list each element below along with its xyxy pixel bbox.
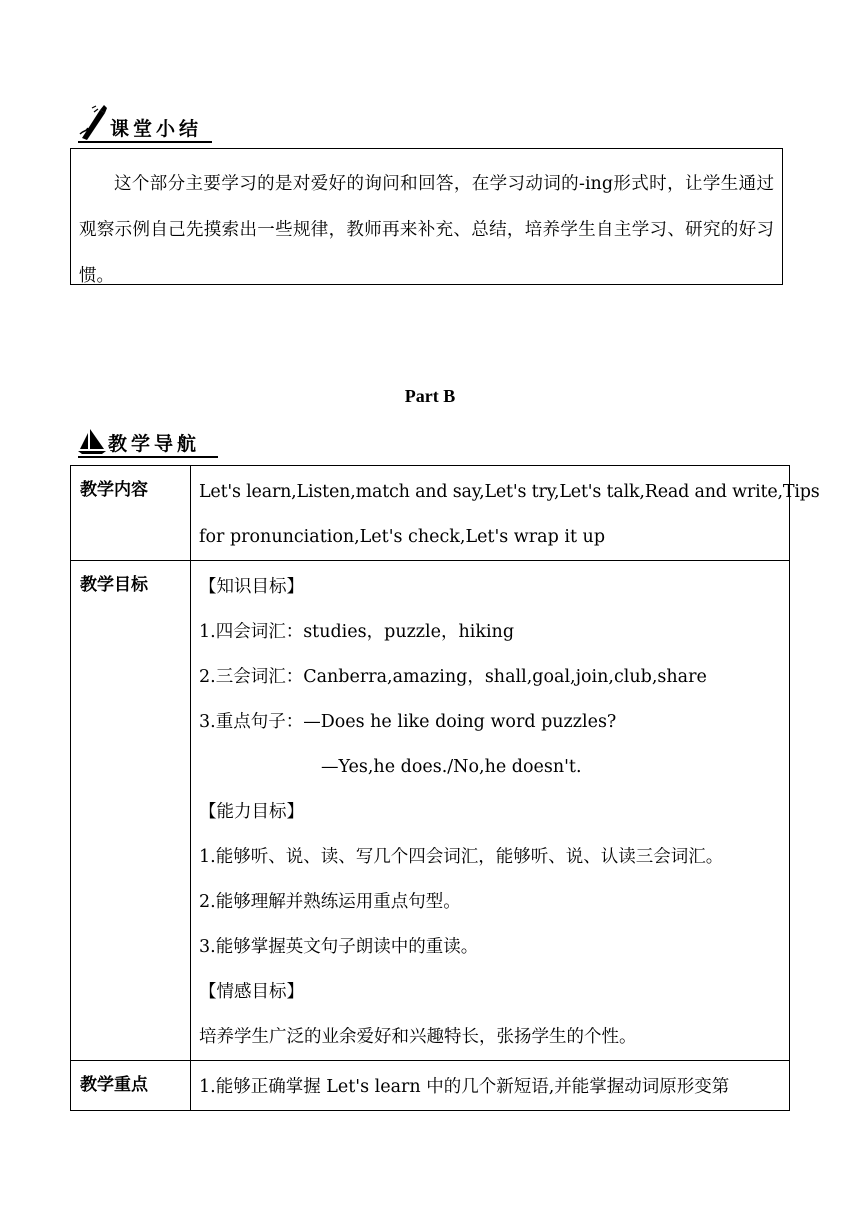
row-content xyxy=(191,561,790,1061)
part-heading: Part B xyxy=(404,386,456,406)
summary-box xyxy=(70,148,783,285)
nav-title: 教学导航 xyxy=(108,433,201,455)
pen-icon xyxy=(78,104,108,140)
content-line: 1.能够正确掌握 Let's learn 中的几个新短语,并能掌握动词原形变第 xyxy=(199,1077,730,1097)
row-label: 教学内容 xyxy=(71,466,191,561)
summary-title: 课堂小结 xyxy=(110,118,203,140)
summary-text: 这个部分主要学习的是对爱好的询问和回答，在学习动词的-ing形式时，让学生通过观察示例自己先摸索出一些规律，教师再来补充、总结，培养学生自主学习、研究的好习惯。 xyxy=(79,174,774,286)
nav-banner-underline xyxy=(78,456,218,458)
content-line: 1.四会词汇：studies，puzzle，hiking xyxy=(199,622,515,642)
content-line: Let's learn,Listen,match and say,Let's try,Let's talk,Read and write,Tips xyxy=(199,482,820,502)
row-content xyxy=(191,466,820,561)
nav-banner xyxy=(78,427,218,455)
content-line: 【能力目标】 xyxy=(199,802,304,822)
content-line: 【情感目标】 xyxy=(199,982,304,1002)
table-row xyxy=(71,1061,790,1111)
table-row xyxy=(71,561,790,1061)
content-line: for pronunciation,Let's check,Let's wrap it up xyxy=(199,527,606,547)
row-content xyxy=(191,1061,790,1111)
content-line: 3.能够掌握英文句子朗读中的重读。 xyxy=(199,937,479,957)
summary-banner xyxy=(78,104,212,140)
summary-banner-underline xyxy=(78,141,212,143)
row-label: 教学重点 xyxy=(71,1061,191,1111)
content-line: 2.能够理解并熟练运用重点句型。 xyxy=(199,892,461,912)
row-label: 教学目标 xyxy=(71,561,191,1061)
nav-table xyxy=(70,465,820,1111)
content-line: 1.能够听、说、读、写几个四会词汇，能够听、说、认读三会词汇。 xyxy=(199,847,724,867)
content-line: 培养学生广泛的业余爱好和兴趣特长，张扬学生的个性。 xyxy=(199,1027,637,1047)
table-row xyxy=(71,466,790,561)
content-line: —Yes,he does./No,he doesn't. xyxy=(321,757,582,777)
content-line: 3.重点句子：—Does he like doing word puzzles? xyxy=(199,712,617,732)
sailboat-icon xyxy=(78,427,106,455)
content-line: 【知识目标】 xyxy=(199,577,304,597)
content-line: 2.三会词汇：Canberra,amazing，shall,goal,join,club,share xyxy=(199,667,707,687)
